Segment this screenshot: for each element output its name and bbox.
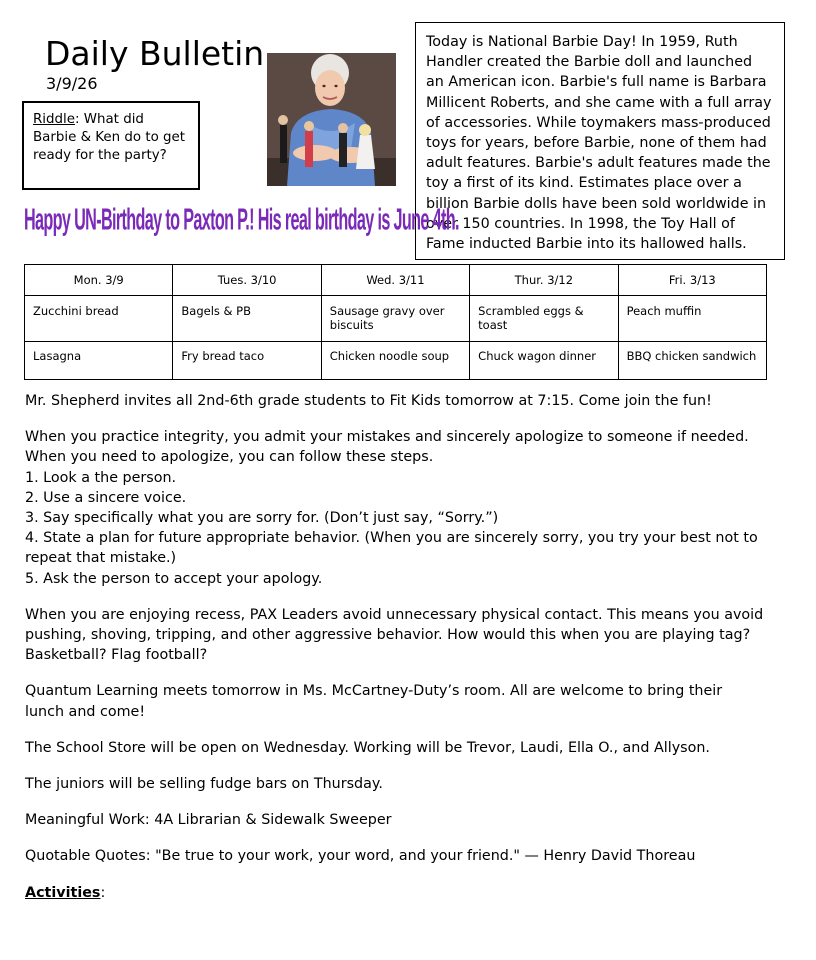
menu-cell: Lasagna (25, 342, 173, 380)
bulletin-date: 3/9/26 (46, 74, 98, 93)
weekly-menu-table (24, 264, 767, 380)
pax-announcement: When you are enjoying recess, PAX Leaders avoid unnecessary physical contact. This means you avoid pushing, shoving, tripping, and other aggressive behavior. How would this when you are playing tag? Basketball? Flag football? (25, 606, 764, 664)
apology-step: 5. Ask the person to accept your apology. (25, 570, 323, 587)
menu-lunch-row (25, 342, 767, 380)
riddle-box (22, 101, 200, 190)
menu-day: Tues. 3/10 (173, 265, 321, 296)
menu-day: Wed. 3/11 (321, 265, 469, 296)
apology-step: 1. Look a the person. (25, 469, 177, 486)
menu-cell: Fry bread taco (173, 342, 321, 380)
menu-cell: Sausage gravy over biscuits (321, 296, 469, 342)
meaningful-work: Meaningful Work: 4A Librarian & Sidewalk Sweeper (25, 812, 392, 829)
quotable-quote: Quotable Quotes: "Be true to your work, your word, and your friend." — Henry David Thoreau (25, 848, 696, 865)
apology-step: 2. Use a sincere voice. (25, 489, 187, 506)
apology-step: 4. State a plan for future appropriate behavior. (When you are sincerely sorry, you try your best not to repeat that mistake.) (25, 530, 758, 567)
menu-day: Thur. 3/12 (470, 265, 618, 296)
fudge-announcement: The juniors will be selling fudge bars on Thursday. (25, 776, 383, 793)
quantum-announcement: Quantum Learning meets tomorrow in Ms. McCartney-Duty’s room. All are welcome to bring their lunch and come! (25, 683, 723, 720)
birthday-banner: Happy UN-Birthday to Paxton P.! His real birthday is June 4th. (24, 203, 459, 238)
menu-day: Mon. 3/9 (25, 265, 173, 296)
fit-kids-announcement: Mr. Shepherd invites all 2nd-6th grade students to Fit Kids tomorrow at 7:15. Come join the fun! (25, 393, 712, 409)
menu-cell: Bagels & PB (173, 296, 321, 342)
menu-cell: Zucchini bread (25, 296, 173, 342)
apology-step: 3. Say specifically what you are sorry for. (Don’t just say, “Sorry.”) (25, 510, 499, 527)
activities-label: Activities (25, 884, 101, 901)
menu-days-row (25, 265, 767, 296)
announcements (25, 391, 765, 919)
school-store-announcement: The School Store will be open on Wednesday. Working will be Trevor, Laudi, Ella O., and Allyson. (25, 739, 710, 756)
photo-illustration (267, 53, 396, 186)
menu-cell: Chuck wagon dinner (470, 342, 618, 380)
menu-cell: BBQ chicken sandwich (618, 342, 766, 380)
barbie-creator-photo (267, 53, 396, 186)
riddle-text: : What did Barbie & Ken do to get ready for the party? (33, 112, 186, 163)
menu-day: Fri. 3/13 (618, 265, 766, 296)
menu-breakfast-row (25, 296, 767, 342)
page-title: Daily Bulletin (45, 34, 265, 73)
riddle-label: Riddle (33, 112, 75, 127)
menu-cell: Peach muffin (618, 296, 766, 342)
activities-heading: Activities: (25, 884, 106, 901)
barbie-day-fact-box: Today is National Barbie Day! In 1959, Ruth Handler created the Barbie doll and launched an American icon. Barbie's full name is Barbara Millicent Roberts, and she came with a full array of accessories. While toymakers mass-produced toys for years, before Barbie, none of them had adult features. Barbie's adult features made the toy a first of its kind. Estimates place over a billion Barbie dolls have been sold worldwide in over 150 countries. In 1998, the Toy Hall of Fame inducted Barbie into its hallowed halls. (415, 22, 785, 260)
integrity-intro: When you practice integrity, you admit your mistakes and sincerely apologize to someone if needed. When you need to apologize, you can follow these steps. (25, 429, 749, 466)
menu-cell: Chicken noodle soup (321, 342, 469, 380)
menu-cell: Scrambled eggs & toast (470, 296, 618, 342)
integrity-section (25, 427, 765, 589)
